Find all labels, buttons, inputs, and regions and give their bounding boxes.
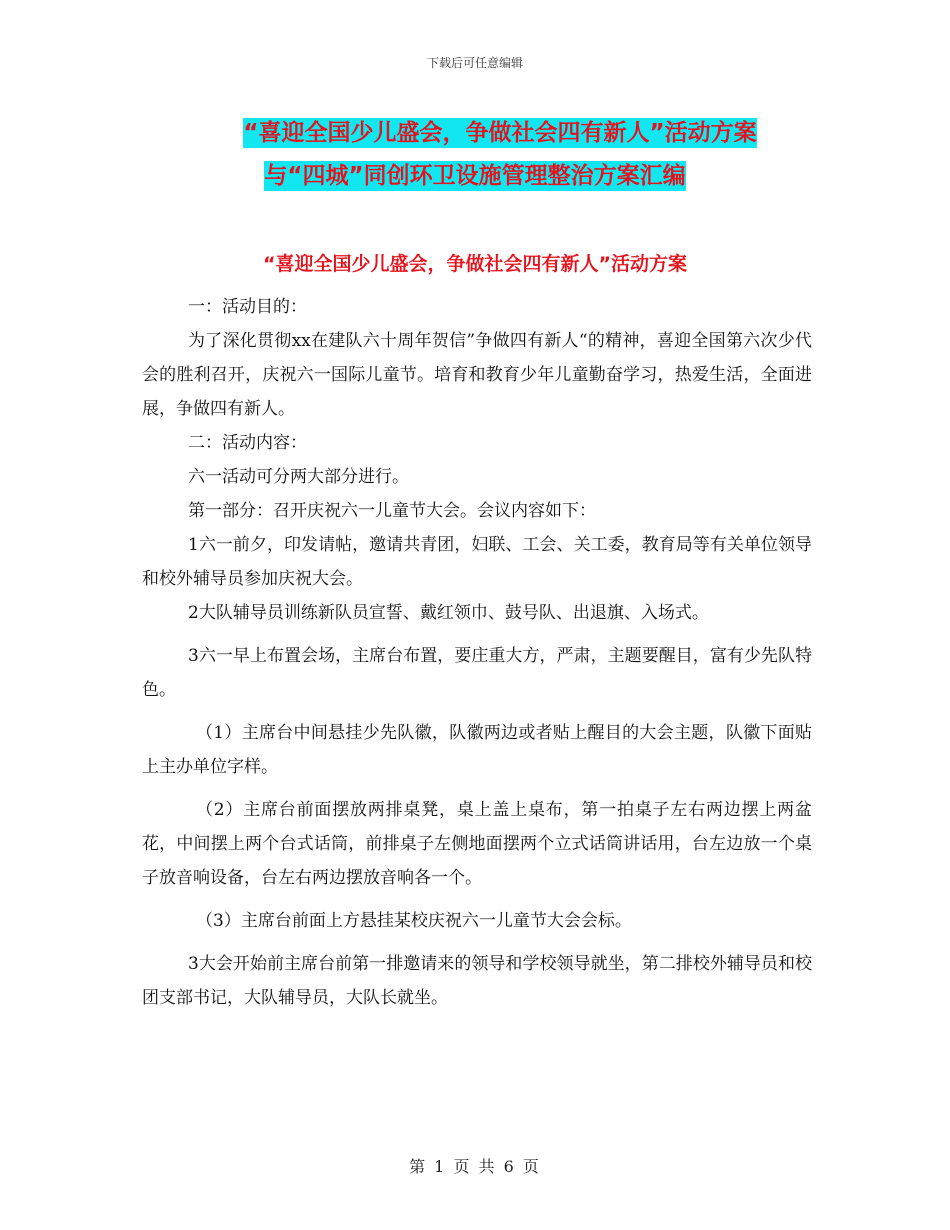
page-footer: 第 1 页 共 6 页 <box>409 1157 541 1176</box>
paragraph-content-heading: 二：活动内容： <box>188 433 307 453</box>
paragraph-item-1: 1六一前夕，印发请帖，邀请共青团，妇联、工会、关工委，教育局等有关单位领导和校外辅导员参加庆祝大会。 <box>142 535 812 589</box>
title-highlight-1: “喜迎全国少儿盛会，争做社会四有新人”活动方案 <box>243 120 757 146</box>
document-body <box>142 290 812 1015</box>
header-note: 下载后可任意编辑 <box>426 56 523 70</box>
paragraph-two-parts: 六一活动可分两大部分进行。 <box>188 467 409 487</box>
paragraph-item-3b: 3大会开始前主席台前第一排邀请来的领导和学校领导就坐，第二排校外辅导员和校团支部书记，大队辅导员，大队长就坐。 <box>142 954 812 1008</box>
paragraph-objective: 为了深化贯彻xx在建队六十周年贺信”争做四有新人“的精神，喜迎全国第六次少代会的胜利召开，庆祝六一国际儿童节。培育和教育少年儿童勤奋学习，热爱生活，全面进展，争做四有新人。 <box>142 331 812 419</box>
paragraph-part-one: 第一部分：召开庆祝六一儿童节大会。会议内容如下： <box>188 501 596 521</box>
paragraph-subitem-2: （2）主席台前面摆放两排桌凳，桌上盖上桌布，第一拍桌子左右两边摆上两盆花，中间摆上两个台式话筒，前排桌子左侧地面摆两个立式话筒讲话用，台左边放一个桌子放音响设备，台左右两边摆放音响各一个。 <box>142 800 812 888</box>
paragraph-subitem-1: （1）主席台中间悬挂少先队徽，队徽两边或者贴上醒目的大会主题，队徽下面贴上主办单位字样。 <box>142 723 812 777</box>
paragraph-item-3: 3六一早上布置会场，主席台布置，要庄重大方，严肃，主题要醒目，富有少先队特色。 <box>142 646 812 700</box>
section-title: “喜迎全国少儿盛会，争做社会四有新人”活动方案 <box>263 253 687 275</box>
paragraph-objective-heading: 一：活动目的： <box>188 297 307 317</box>
title-highlight-2: 与“四城”同创环卫设施管理整治方案汇编 <box>264 163 686 189</box>
paragraph-subitem-3: （3）主席台前面上方悬挂某校庆祝六一儿童节大会会标。 <box>196 911 632 931</box>
document-title-line-1 <box>0 114 950 147</box>
document-title-line-2 <box>0 157 950 190</box>
paragraph-item-2: 2大队辅导员训练新队员宣誓、戴红领巾、鼓号队、出退旗、入场式。 <box>188 603 709 623</box>
